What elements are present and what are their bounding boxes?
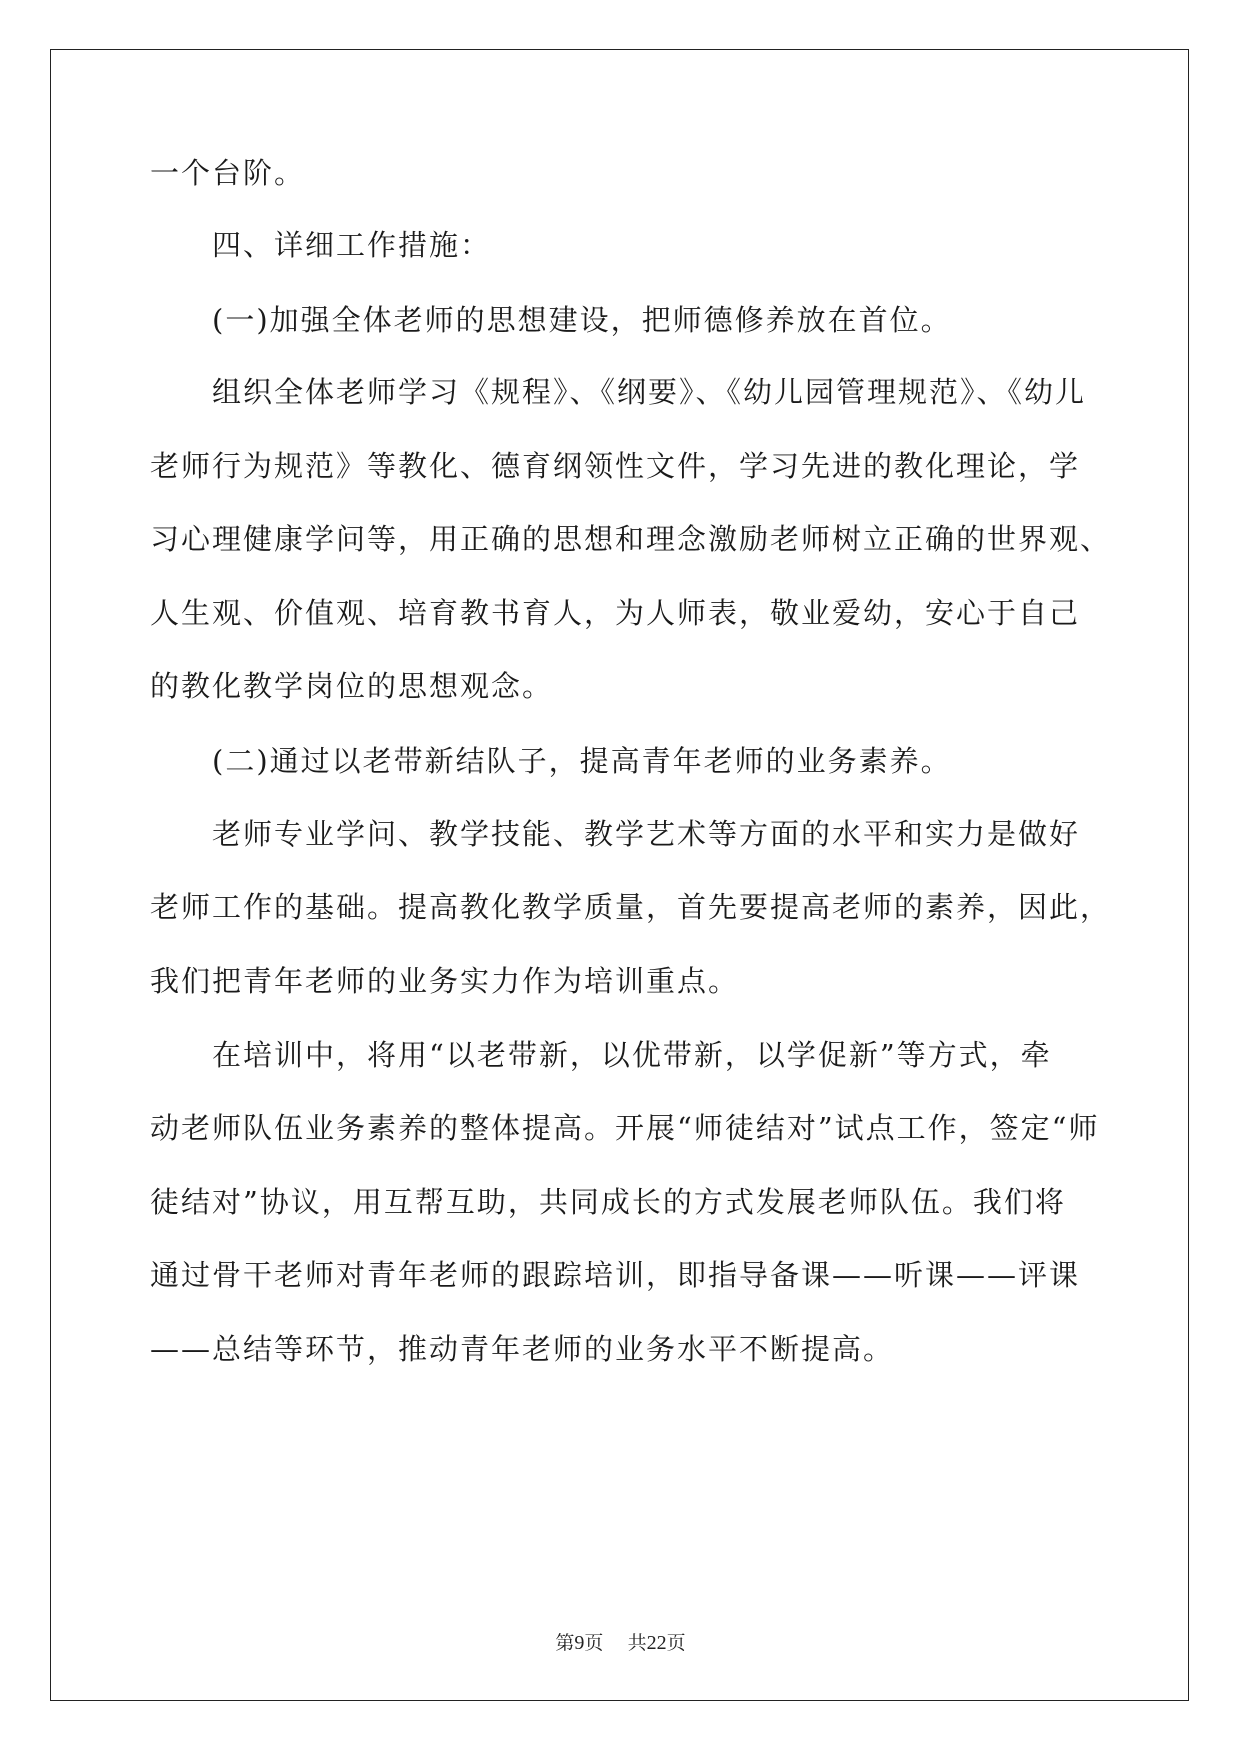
total-pages: 22 xyxy=(646,1632,667,1654)
text-line: 通过骨干老师对青年老师的跟踪培训，即指导备课——听课——评课 xyxy=(150,1258,1081,1292)
text-line: 徒结对”协议，用互帮互助，共同成长的方式发展老师队伍。我们将 xyxy=(150,1185,1066,1219)
page-prefix: 第 xyxy=(555,1632,575,1654)
text-line: 习心理健康学问等，用正确的思想和理念激励老师树立正确的世界观、 xyxy=(150,522,1112,556)
total-suffix: 页 xyxy=(666,1632,686,1654)
subsection-heading: (一)加强全体老师的思想建设，把师德修养放在首位。 xyxy=(150,303,952,337)
total-prefix: 共 xyxy=(627,1632,647,1654)
text-line: 人生观、价值观、培育教书育人，为人师表，敬业爱幼，安心于自己 xyxy=(150,596,1081,630)
text-line: 一个台阶。 xyxy=(150,156,306,190)
text-line: 老师工作的基础。提高教化教学质量，首先要提高老师的素养，因此， xyxy=(150,890,1112,924)
text-line: 我们把青年老师的业务实力作为培训重点。 xyxy=(150,964,740,998)
page-suffix: 页 xyxy=(584,1632,604,1654)
subsection-heading: (二)通过以老带新结队子，提高青年老师的业务素养。 xyxy=(150,744,952,778)
text-line: 老师行为规范》等教化、德育纲领性文件，学习先进的教化理论，学 xyxy=(150,449,1081,483)
text-line: 的教化教学岗位的思想观念。 xyxy=(150,669,554,703)
page-footer xyxy=(0,1631,1241,1655)
page-number: 9 xyxy=(574,1632,585,1654)
page-border xyxy=(50,49,1189,1701)
text-line: 老师专业学问、教学技能、教学艺术等方面的水平和实力是做好 xyxy=(150,817,1081,851)
section-heading: 四、详细工作措施： xyxy=(150,228,492,262)
text-line: 在培训中，将用“以老带新，以优带新，以学促新”等方式，牵 xyxy=(150,1038,1052,1072)
text-line: 动老师队伍业务素养的整体提高。开展“师徒结对”试点工作，签定“师 xyxy=(150,1111,1100,1145)
text-line: ——总结等环节，推动青年老师的业务水平不断提高。 xyxy=(150,1332,895,1366)
text-line: 组织全体老师学习《规程》、《纲要》、《幼儿园管理规范》、《幼儿 xyxy=(150,375,1087,409)
